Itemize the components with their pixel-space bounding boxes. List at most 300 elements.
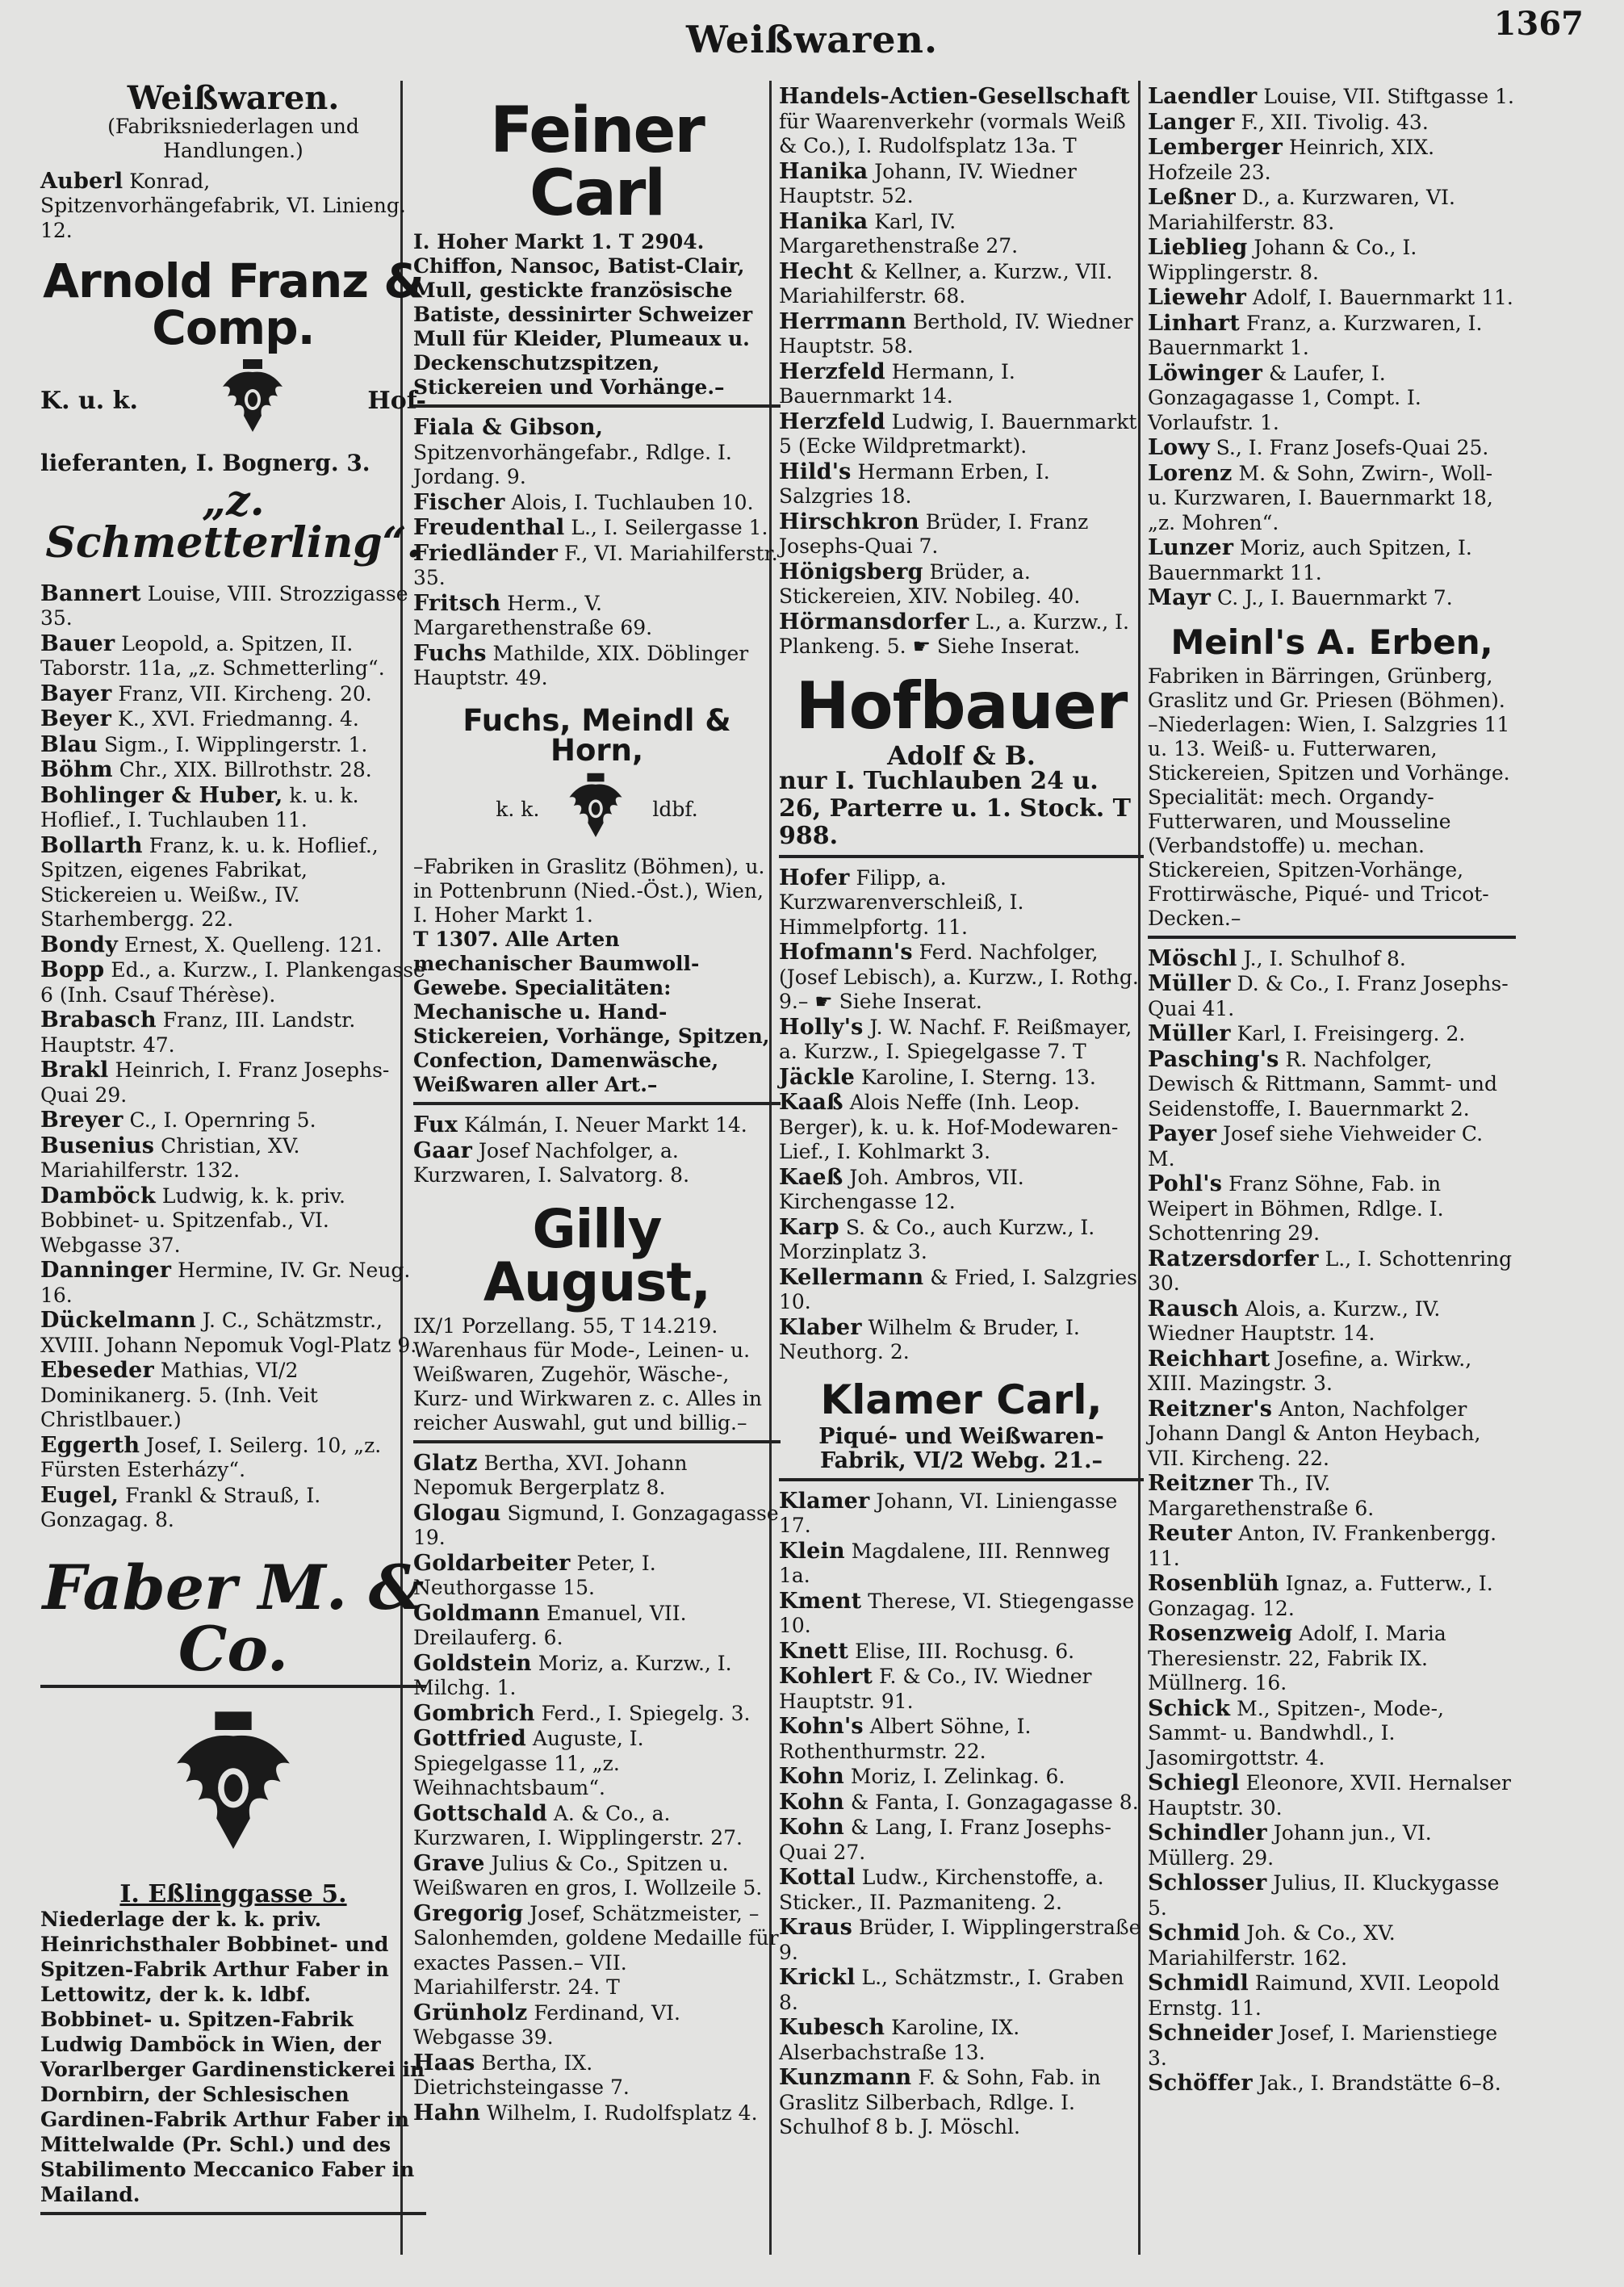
double-eagle-icon (40, 1704, 426, 1872)
directory-entry (40, 1134, 426, 1183)
entry-details: Moriz, a. Kurzw., I. Milchg. 1. (413, 1651, 732, 1699)
entry-name: Schmidl (1148, 1971, 1249, 1996)
column-4 (1148, 85, 1516, 2255)
entry-name: Ebeseder (40, 1358, 154, 1383)
directory-entry (413, 1139, 781, 1188)
entry-details: Moriz, I. Zelinkag. 6. (843, 1765, 1065, 1788)
directory-entry (779, 1765, 1144, 1790)
entry-details: L., a. Kurzw., I. Plankeng. 5. ☛ Siehe Inserat. (779, 609, 1130, 658)
directory-entry (413, 1802, 781, 1851)
entry-name: Reitzner (1148, 1471, 1254, 1496)
directory-entry (779, 1715, 1144, 1764)
directory-entry (779, 1489, 1144, 1539)
entry-list (413, 416, 781, 691)
entry-details: A. & Co., a. Kurzwaren, I. Wipplingerstr. 27. (413, 1801, 743, 1849)
ad-eagle-row (413, 772, 781, 849)
directory-entry (40, 1058, 426, 1108)
directory-entry (413, 516, 781, 541)
entry-name: Bohlinger & Huber, (40, 782, 283, 808)
directory-entry (1148, 1921, 1516, 1971)
directory-entry (413, 1502, 781, 1551)
directory-entry (1148, 1522, 1516, 1571)
entry-details: F. & Co., IV. Wiedner Hauptstr. 91. (779, 1665, 1092, 1713)
directory-entry (40, 682, 426, 707)
directory-entry (413, 2001, 781, 2050)
entry-name: Auberl (40, 168, 123, 194)
entry-name: Rosenzweig (1148, 1621, 1293, 1646)
entry-details: Spitzenvorhängefabr., Rdlge. I. Jordang. 9. (413, 440, 732, 488)
directory-entry (40, 733, 426, 758)
directory-entry (1148, 1048, 1516, 1122)
entry-name: Glogau (413, 1500, 501, 1526)
entry-details: Brüder, I. Wipplingerstraße 9. (779, 1916, 1141, 1964)
entry-details: Hermine, IV. Gr. Neug. 16. (40, 1259, 411, 1307)
entry-name: Hönigsberg (779, 559, 923, 584)
entry-details: Joh. Ambros, VII. Kirchengasse 12. (779, 1165, 1024, 1213)
directory-entry (779, 2016, 1144, 2065)
entry-name: Handels-Actien-Gesellschaft (779, 84, 1130, 109)
entry-details: Berthold, IV. Wiedner Hauptstr. 58. (779, 309, 1133, 358)
directory-entry (413, 1902, 781, 2000)
entry-name: Mayr (1148, 585, 1212, 610)
entry-details: Bertha, IX. Dietrichsteingasse 7. (413, 2050, 630, 2099)
entry-list (1148, 947, 1516, 2096)
ad-description: IX/1 Porzellang. 55, T 14.219. Warenhaus für Mode-, Leinen- u. Weißwaren, Zugehör, Wäsche-, Kurz- und Wirkwaren z. c. Alles in reicher Auswahl, gut und billig.– (413, 1313, 763, 1435)
entry-name: Gregorig (413, 1900, 524, 1926)
directory-entry (779, 1016, 1144, 1065)
ad-description: nur I. Tuchlauben 24 u. 26, Parterre u. 1. Stock. T 988. (779, 766, 1131, 850)
directory-entry (1148, 286, 1516, 311)
entry-list (40, 170, 426, 244)
entry-name: Dückelmann (40, 1308, 196, 1333)
entry-details: Jak., I. Brandstätte 6–8. (1252, 2071, 1501, 2095)
directory-entry (779, 1640, 1144, 1665)
directory-entry (779, 210, 1144, 259)
directory-entry (1148, 1871, 1516, 1920)
entry-name: Lemberger (1148, 135, 1283, 160)
directory-entry (1148, 1122, 1516, 1171)
entry-details: Frankl & Strauß, I. Gonzagag. 8. (40, 1483, 321, 1531)
entry-name: Eggerth (40, 1432, 140, 1458)
entry-name: Damböck (40, 1183, 156, 1208)
directory-entry (40, 758, 426, 783)
entry-details: Julius, II. Kluckygasse 5. (1148, 1871, 1500, 1920)
entry-details: Josef siehe Viehweider C. M. (1148, 1122, 1484, 1171)
entry-name: Klamer (779, 1488, 870, 1514)
entry-details: Kálmán, I. Neuer Markt 14. (458, 1113, 747, 1137)
entry-name: Knett (779, 1638, 849, 1664)
entry-name: Hecht (779, 258, 854, 284)
entry-name: Payer (1148, 1121, 1217, 1146)
directory-entry (1148, 536, 1516, 585)
entry-details: R. Nachfolger, Dewisch & Rittmann, Sammt- und Seidenstoffe, I. Bauernmarkt 2. (1148, 1047, 1498, 1120)
entry-details: Louise, VII. Stiftgasse 1. (1257, 85, 1514, 108)
entry-name: Lorenz (1148, 460, 1233, 486)
entry-details: & Fried, I. Salzgries 10. (779, 1265, 1137, 1313)
entry-details: Franz Söhne, Fab. in Weipert in Böhmen, Rdlge. I. Schottenring 29. (1148, 1172, 1444, 1245)
page-number: 1367 (1493, 5, 1584, 43)
entry-details: Johann, VI. Liniengasse 17. (779, 1489, 1118, 1537)
entry-name: Kment (779, 1588, 862, 1614)
entry-name: Kohn (779, 1789, 844, 1815)
entry-details: Franz, k. u. k. Hoflief., Spitzen, eigenes Fabrikat, Stickereien u. Weißw., IV. Starhembergg. 22. (40, 833, 379, 931)
entry-name: Karp (779, 1214, 839, 1240)
entry-name: Herzfeld (779, 408, 885, 434)
section-title: Weißwaren. (127, 79, 340, 117)
entry-name: Schneider (1148, 2021, 1273, 2046)
entry-name: Breyer (40, 1108, 123, 1133)
entry-name: Klaber (779, 1314, 862, 1340)
ad-description: Niederlage der k. k. priv. Heinrichsthaler Bobbinet- und Spitzen-Fabrik Arthur Faber in Lettowitz, der k. k. ldbf. Bobbinet- u. Spitzen-Fabrik Ludwig Damböck in Wien, der Vorarlberger Gardinenstickerei in Dornbirn, der Schlesischen Gardinen-Fabrik Arthur Faber in Mittelwalde (Pr. Schl.) und des Stabilimento Meccanico Faber in Mailand. (40, 1908, 425, 2206)
entry-details: Eleonore, XVII. Hernalser Hauptstr. 30. (1148, 1771, 1511, 1820)
directory-entry (413, 491, 781, 516)
entry-details: S., I. Franz Josefs-Quai 25. (1209, 436, 1489, 459)
entry-name: Lunzer (1148, 535, 1234, 560)
column-3 (779, 85, 1144, 2255)
directory-entry (1148, 1022, 1516, 1047)
entry-details: Josef, Schätzmeister, –Salonhemden, goldene Medaille für exactes Passen.– VII. Mariahilferstr. 24. T (413, 1901, 779, 1999)
entry-details: F., VI. Mariahilferstr. 35. (413, 541, 778, 589)
entry-details: Leopold, a. Spitzen, II. Taborstr. 11a, „z. Schmetterling“. (40, 631, 385, 680)
directory-entry (40, 784, 426, 833)
ad-address: I. Eßlinggasse 5. (119, 1880, 347, 1908)
entry-list (1148, 85, 1516, 611)
ad-store-name: „z. Schmetterling“. (45, 475, 421, 568)
entry-name: Linhart (1148, 310, 1241, 336)
entry-name: Grave (413, 1850, 485, 1876)
entry-name: Schlosser (1148, 1870, 1267, 1895)
directory-entry (779, 510, 1144, 559)
entry-details: K., XVI. Friedmanng. 4. (111, 707, 359, 731)
entry-name: Hahn (413, 2100, 481, 2126)
entry-details: Ludw., Kirchenstoffe, a. Sticker., II. Pazmaniteng. 2. (779, 1866, 1104, 1914)
entry-name: Beyer (40, 706, 112, 731)
advertisement-gilly (413, 1193, 781, 1443)
ad-hof-label: Hof- (367, 386, 426, 415)
directory-entry (1148, 1821, 1516, 1870)
entry-details: Albert Söhne, I. Rothenthurmstr. 22. (779, 1715, 1032, 1763)
entry-name: Herzfeld (779, 358, 885, 384)
entry-name: Holly's (779, 1014, 864, 1040)
entry-details: L., I. Schottenring 30. (1148, 1246, 1513, 1295)
entry-name: Langer (1148, 109, 1235, 135)
entry-name: Kohn's (779, 1714, 864, 1739)
entry-details: Josef Nachfolger, a. Kurzwaren, I. Salvatorg. 8. (413, 1138, 690, 1187)
entry-details: Magdalene, III. Rennweg 1a. (779, 1539, 1111, 1587)
entry-details: Alois, a. Kurzw., IV. Wiedner Hauptstr. 14. (1148, 1296, 1441, 1345)
directory-entry (1148, 1572, 1516, 1621)
entry-name: Kaeß (779, 1164, 843, 1190)
entry-name: Laendler (1148, 84, 1258, 109)
entry-details: Emanuel, VII. Dreilauferg. 6. (413, 1601, 687, 1649)
entry-name: Bannert (40, 580, 141, 606)
entry-list (413, 1113, 781, 1188)
entry-name: Schmid (1148, 1920, 1241, 1946)
entry-name: Löwinger (1148, 360, 1263, 386)
entry-name: Haas (413, 2050, 475, 2075)
entry-list (413, 1451, 781, 2126)
entry-name: Danninger (40, 1258, 172, 1283)
directory-entry (413, 1113, 781, 1138)
entry-details: Mathilde, XIX. Döblinger Hauptstr. 49. (413, 641, 749, 689)
entry-details: Konrad, Spitzenvorhängefabrik, VI. Linieng. 12. (40, 169, 406, 242)
section-subtitle: (Fabriksniederlagen und Handlungen.) (107, 114, 359, 162)
directory-entry (413, 1451, 781, 1501)
entry-name: Busenius (40, 1133, 155, 1158)
entry-name: Hanika (779, 208, 869, 234)
entry-name: Hild's (779, 459, 852, 484)
entry-details: Sigm., I. Wipplingerstr. 1. (98, 732, 368, 756)
directory-entry (1148, 236, 1516, 285)
entry-name: Rosenblüh (1148, 1571, 1279, 1596)
entry-name: Glatz (413, 1450, 478, 1476)
directory-entry (40, 1259, 426, 1308)
ad-kuk-label: K. u. k. (40, 386, 138, 415)
entry-list (779, 85, 1144, 660)
entry-details: C., I. Opernring 5. (123, 1108, 316, 1132)
directory-entry (779, 1216, 1144, 1265)
entry-details: Sigmund, I. Gonzagagasse 19. (413, 1501, 779, 1549)
directory-entry (779, 1816, 1144, 1865)
directory-entry (413, 2101, 781, 2126)
entry-name: Klein (779, 1538, 845, 1564)
directory-entry (1148, 586, 1516, 611)
entry-name: Pasching's (1148, 1046, 1279, 1072)
directory-entry (413, 1602, 781, 1651)
ad-company-name: Arnold Franz & Comp. (43, 253, 424, 355)
directory-entry (779, 866, 1144, 940)
directory-entry (779, 410, 1144, 459)
ad-subtitle: Adolf & B. (887, 739, 1036, 771)
entry-details: Raimund, XVII. Leopold Ernstg. 11. (1148, 1971, 1500, 2020)
entry-details: Alois, I. Tuchlauben 10. (504, 490, 754, 514)
directory-entry (413, 2051, 781, 2101)
entry-name: Bopp (40, 957, 105, 982)
directory-entry (40, 1309, 426, 1358)
entry-name: Blau (40, 731, 98, 757)
advertisement-klamer (779, 1370, 1144, 1481)
entry-details: J. W. Nachf. F. Reißmayer, a. Kurzw., I. Spiegelgasse 7. T (779, 1015, 1132, 1063)
entry-details: k. u. k. Hoflief., I. Tuchlauben 11. (40, 783, 359, 831)
directory-entry (40, 170, 426, 244)
directory-entry (40, 1184, 426, 1259)
directory-entry (1148, 85, 1516, 110)
ad-company-name: Hofbauer (795, 668, 1128, 743)
entry-details: Th., IV. Margarethenstraße 6. (1148, 1472, 1375, 1520)
entry-name: Friedländer (413, 540, 559, 566)
entry-details: Ernest, X. Quelleng. 121. (118, 932, 383, 957)
entry-details: J. C., Schätzmstr., XVIII. Johann Nepomuk Vogl-Platz 9. (40, 1309, 417, 1357)
entry-details: F., XII. Tivolig. 43. (1234, 110, 1429, 134)
entry-details: Ludwig, I. Bauernmarkt 5 (Ecke Wildpretmarkt). (779, 409, 1137, 458)
directory-entry (1148, 312, 1516, 361)
entry-details: Brüder, I. Franz Josephs-Quai 7. (779, 509, 1089, 558)
entry-name: Brabasch (40, 1007, 157, 1033)
entry-name: Fiala & Gibson, (413, 415, 604, 440)
directory-entry (1148, 2021, 1516, 2071)
entry-name: Leßner (1148, 185, 1236, 210)
entry-name: Reichhart (1148, 1346, 1270, 1372)
entry-details: Louise, VIII. Strozzigasse 35. (40, 581, 408, 630)
ad-ldbf-label: ldbf. (652, 798, 698, 821)
directory-entry (40, 707, 426, 732)
entry-details: & Kellner, a. Kurzw., VII. Mariahilferstr. 68. (779, 259, 1113, 308)
entry-details: C. J., I. Bauernmarkt 7. (1211, 586, 1453, 609)
directory-entry (779, 360, 1144, 409)
entry-name: Kohn (779, 1764, 844, 1789)
entry-name: Kaaß (779, 1090, 843, 1115)
directory-entry (40, 933, 426, 958)
entry-name: Kubesch (779, 2015, 885, 2040)
double-eagle-icon (216, 358, 289, 445)
directory-entry (779, 1266, 1144, 1315)
entry-details: Johann & Co., I. Wipplingerstr. 8. (1148, 236, 1417, 284)
entry-details: Josef, I. Seilerg. 10, „z. Fürsten Esterházy“. (40, 1433, 382, 1481)
entry-details: Anton, IV. Frankenbergg. 11. (1148, 1522, 1497, 1570)
entry-details: Franz, VII. Kircheng. 20. (111, 681, 372, 706)
entry-details: Johann jun., VI. Müllerg. 29. (1148, 1821, 1432, 1870)
entry-name: Liewehr (1148, 285, 1247, 310)
entry-name: Bollarth (40, 832, 143, 858)
directory-entry (1148, 1472, 1516, 1521)
entry-details: L., Schätzmstr., I. Graben 8. (779, 1966, 1124, 2014)
entry-details: Anton, Nachfolger Johann Dangl & Anton Heybach, VII. Kircheng. 22. (1148, 1397, 1481, 1470)
column-1 (40, 79, 426, 2255)
directory-entry (40, 1108, 426, 1133)
directory-entry (413, 1852, 781, 1901)
ad-eagle-row (40, 358, 426, 445)
entry-name: Krickl (779, 1965, 856, 1990)
entry-details: Hermann, I. Bauernmarkt 14. (779, 359, 1015, 408)
entry-details: Christian, XV. Mariahilferstr. 132. (40, 1133, 300, 1182)
directory-entry (779, 940, 1144, 1015)
entry-list (779, 866, 1144, 1365)
advertisement-hofbauer (779, 664, 1144, 858)
directory-entry (1148, 436, 1516, 461)
directory-entry (1148, 1172, 1516, 1246)
directory-entry (1148, 947, 1516, 972)
entry-name: Jäckle (779, 1064, 856, 1090)
directory-entry (779, 1791, 1144, 1816)
entry-name: Hofmann's (779, 940, 913, 965)
entry-details: Elise, III. Rochusg. 6. (848, 1639, 1075, 1663)
entry-name: Pohl's (1148, 1171, 1223, 1196)
ad-description-2: T 1307. Alle Arten mechanischer Baumwoll-Gewebe. Specialitäten: Mechanische u. Hand-Stickereien, Vorhänge, Spitzen, Confection, Damenwäsche, Weißwaren aller Art.– (413, 928, 770, 1096)
entry-details: Heinrich, I. Franz Josephs-Quai 29. (40, 1058, 390, 1107)
directory-entry (40, 958, 426, 1007)
entry-details: Franz, a. Kurzwaren, I. Bauernmarkt 1. (1148, 311, 1483, 359)
directory-entry (1148, 186, 1516, 235)
ad-company-name: Faber M. & Co. (40, 1557, 426, 1688)
directory-entry (1148, 1771, 1516, 1820)
entry-details: & Fanta, I. Gonzagagasse 8. (843, 1790, 1139, 1814)
entry-name: Freudenthal (413, 515, 565, 540)
entry-details: Wilhelm, I. Rudolfsplatz 4. (480, 2101, 758, 2125)
advertisement-fuchs-meindl-horn (413, 696, 781, 1106)
entry-name: Müller (1148, 971, 1231, 996)
advertisement-meinl (1148, 616, 1516, 939)
entry-name: Herrmann (779, 308, 907, 334)
directory-entry (779, 1166, 1144, 1215)
entry-name: Hörmansdorfer (779, 609, 969, 635)
directory-entry (413, 642, 781, 691)
ad-kk-label: k. k. (496, 798, 540, 821)
entry-details: Ed., a. Kurzw., I. Plankengasse 6 (Inh. Csauf Thérèse). (40, 958, 425, 1007)
directory-entry (413, 416, 781, 490)
ad-company-name: Fuchs, Meindl & Horn, (463, 702, 731, 768)
entry-name: Gaar (413, 1137, 473, 1163)
entry-details: Chr., XIX. Billrothstr. 28. (112, 758, 372, 781)
directory-entry (413, 1552, 781, 1601)
entry-details: Ignaz, a. Futterw., I. Gonzagag. 12. (1148, 1572, 1493, 1620)
entry-details: S. & Co., auch Kurzw., I. Morzinplatz 3. (779, 1215, 1095, 1263)
directory-entry (779, 260, 1144, 309)
directory-entry (779, 1916, 1144, 1965)
entry-details: Karl, I. Freisingerg. 2. (1230, 1022, 1466, 1045)
entry-name: Gottschald (413, 1800, 547, 1826)
directory-entry (40, 1434, 426, 1483)
entry-name: Reuter (1148, 1521, 1233, 1546)
directory-entry (1148, 2071, 1516, 2096)
directory-entry (779, 1316, 1144, 1365)
directory-entry (40, 1008, 426, 1058)
entry-details: Julius & Co., Spitzen u. Weißwaren en gros, I. Wollzeile 5. (413, 1851, 763, 1900)
ad-company-name: Klamer Carl, (820, 1376, 1103, 1423)
directory-entry (779, 1066, 1144, 1091)
advertisement-faber (40, 1538, 426, 2216)
entry-name: Fux (413, 1112, 458, 1137)
entry-details: Johann, IV. Wiedner Hauptstr. 52. (779, 159, 1077, 207)
entry-details: Ferdinand, VI. Webgasse 39. (413, 2000, 680, 2049)
entry-details: Alois Neffe (Inh. Leop. Berger), k. u. k. Hof-Modewaren-Lief., I. Kohlmarkt 3. (779, 1091, 1119, 1163)
directory-entry (40, 582, 426, 631)
entry-name: Schindler (1148, 1820, 1267, 1845)
directory-entry (779, 1866, 1144, 1915)
directory-entry (40, 834, 426, 932)
entry-name: Fritsch (413, 590, 501, 616)
entry-name: Bauer (40, 630, 115, 656)
entry-name: Rausch (1148, 1296, 1239, 1322)
entry-details: & Laufer, I. Gonzagagasse 1, Compt. I. Vorlaufstr. 1. (1148, 361, 1421, 434)
directory-entry (1148, 1971, 1516, 2021)
entry-name: Lowy (1148, 435, 1210, 460)
entry-name: Schick (1148, 1695, 1231, 1721)
directory-entry (779, 310, 1144, 359)
directory-entry (1148, 972, 1516, 1021)
ad-description: I. Hoher Markt 1. T 2904. Chiffon, Nansoc, Batist-Clair, Mull, gestickte französische Batiste, dessinirter Schweizer Mull für Kleider, Plumeaux u. Deckenschutzspitzen, Stickereien und Vorhänge.– (413, 230, 753, 399)
entry-name: Reitzner's (1148, 1396, 1273, 1422)
directory-entry (1148, 1297, 1516, 1347)
entry-name: Lieblieg (1148, 235, 1248, 260)
directory-entry (1148, 1347, 1516, 1397)
entry-details: D., a. Kurzwaren, VI. Mariahilferstr. 83. (1148, 186, 1455, 234)
entry-name: Gottfried (413, 1726, 526, 1751)
advertisement-arnold (40, 248, 426, 574)
entry-name: Fischer (413, 489, 505, 515)
entry-details: Wilhelm & Bruder, I. Neuthorg. 2. (779, 1315, 1080, 1363)
directory-entry (1148, 462, 1516, 536)
entry-details: Adolf, I. Maria Theresienstr. 22, Fabrik IX. Müllnerg. 16. (1148, 1622, 1446, 1694)
directory-entry (413, 592, 781, 641)
ad-description: –Fabriken in Graslitz (Böhmen), u. in Pottenbrunn (Nied.-Öst.), Wien, I. Hoher Markt 1. (413, 855, 765, 927)
entry-name: Hofer (779, 865, 850, 890)
directory-entry (779, 160, 1144, 209)
directory-entry (779, 460, 1144, 509)
directory-entry (779, 1665, 1144, 1714)
entry-details: Ferd. Nachfolger, (Josef Lebisch), a. Kurzw., I. Rothg. 9.– ☛ Siehe Inserat. (779, 940, 1139, 1013)
directory-entry (779, 1539, 1144, 1589)
directory-entry (779, 560, 1144, 609)
